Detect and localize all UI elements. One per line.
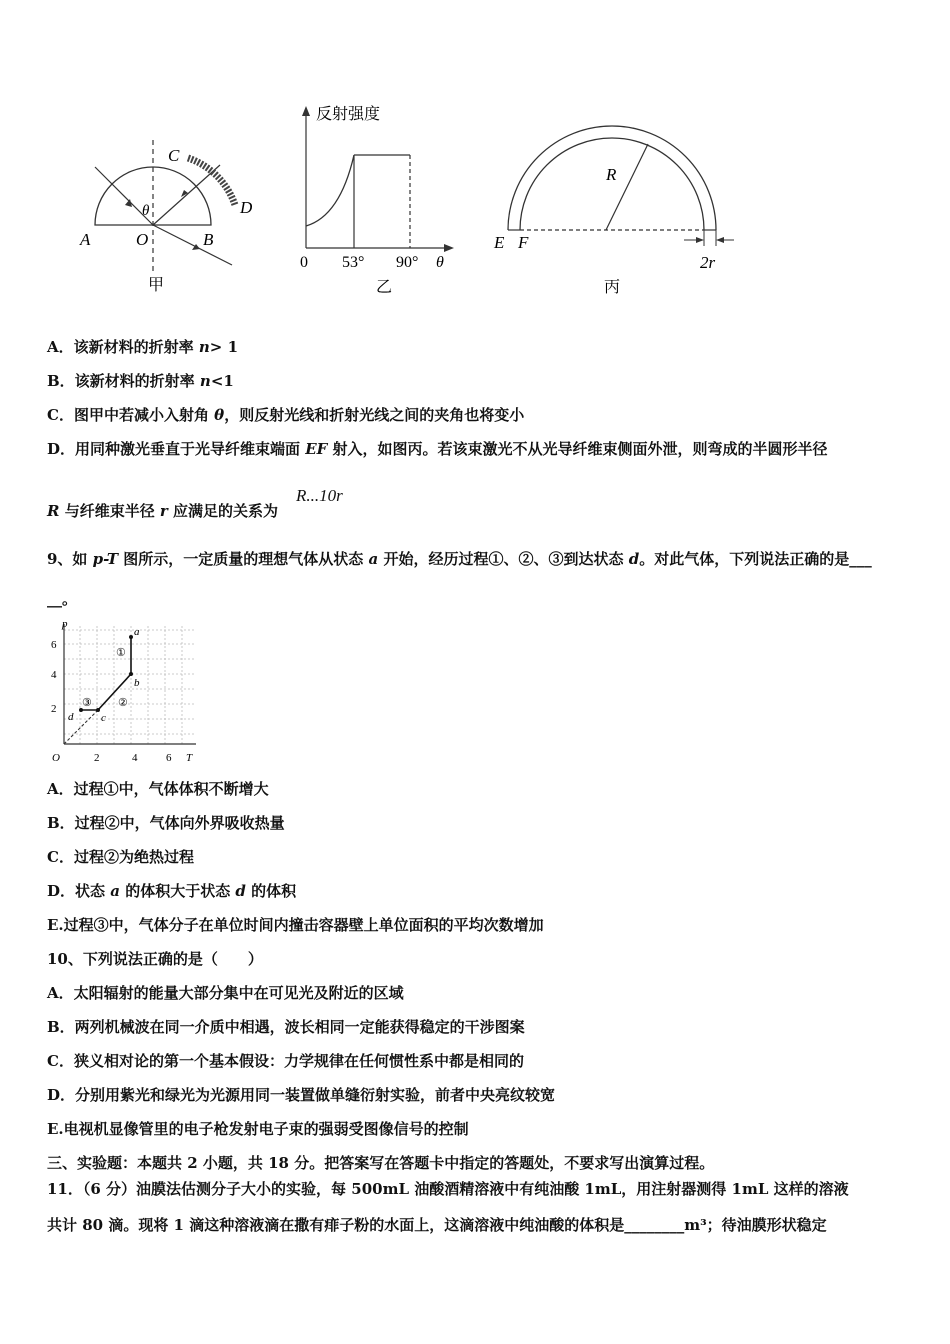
x-axis-label: θ xyxy=(436,254,444,271)
intensity-curve xyxy=(306,155,354,226)
q11-line-1: 11．（6 分）油膜法估测分子大小的实验，每 500mL 油酸酒精溶液中有纯油酸 1mL，用注射器测得 1mL 这样的溶液 xyxy=(47,1180,849,1198)
q11-line-2: 共计 80 滴。现将 1 滴这种溶液滴在撒有痱子粉的水面上，这滴溶液中纯油酸的体积是________m³；待油膜形状稳定 xyxy=(47,1216,827,1234)
caption-bing: 丙 xyxy=(604,277,621,296)
q8-option-c: C．图甲中若减小入射角 θ，则反射光线和折射光线之间的夹角也将变小 xyxy=(47,406,525,424)
figure-jia xyxy=(70,135,280,295)
pt-origin: O xyxy=(52,752,60,764)
pt-x-label: T xyxy=(186,752,193,764)
pt-ytick-4: 4 xyxy=(51,669,57,681)
label-2r: 2r xyxy=(700,253,716,272)
label-A: A xyxy=(80,230,91,249)
q10-option-a: A．太阳辐射的能量大部分集中在可见光及附近的区域 xyxy=(47,984,404,1002)
pt-xtick-4: 4 xyxy=(132,752,138,764)
pt-xtick-2: 2 xyxy=(94,752,100,764)
caption-yi: 乙 xyxy=(376,277,393,296)
radius-line xyxy=(606,144,648,230)
point-a: a xyxy=(134,626,140,638)
process-2-label: ② xyxy=(118,697,128,709)
q8-option-d-cont: R 与纤维束半径 r 应满足的关系为 xyxy=(47,502,279,520)
figure-pt-diagram xyxy=(46,618,206,766)
label-C: C xyxy=(168,146,180,165)
pt-xtick-6: 6 xyxy=(166,752,172,764)
q10-option-b: B．两列机械波在同一介质中相遇，波长相同一定能获得稳定的干涉图案 xyxy=(47,1018,525,1036)
q9-option-a: A．过程①中，气体体积不断增大 xyxy=(47,780,269,798)
figure-bing xyxy=(488,118,748,298)
q10-option-d: D．分别用紫光和绿光为光源用同一装置做单缝衍射实验，前者中央亮纹较宽 xyxy=(47,1086,556,1104)
caption-jia: 甲 xyxy=(148,275,165,294)
q10-option-c: C．狭义相对论的第一个基本假设：力学规律在任何惯性系中都是相同的 xyxy=(47,1052,524,1070)
label-E: E xyxy=(494,233,505,252)
q9-option-d: D．状态 a 的体积大于状态 d 的体积 xyxy=(47,882,297,900)
q8-option-a: A．该新材料的折射率 n> 1 xyxy=(47,338,239,356)
process-1-label: ① xyxy=(116,647,126,659)
point-d: d xyxy=(68,711,74,723)
point-c: c xyxy=(101,712,106,724)
q9-option-b: B．过程②中，气体向外界吸收热量 xyxy=(47,814,285,832)
process-3-label: ③ xyxy=(82,697,92,709)
y-axis-label: 反射强度 xyxy=(316,104,381,123)
q9-option-c: C．过程②为绝热过程 xyxy=(47,848,194,866)
tick-label-53: 53° xyxy=(342,254,365,271)
label-theta: θ xyxy=(142,203,150,219)
tick-label-90: 90° xyxy=(396,254,419,271)
q9-option-e: E.过程③中，气体分子在单位时间内撞击容器壁上单位面积的平均次数增加 xyxy=(47,916,544,934)
q10-stem: 10、下列说法正确的是（ ） xyxy=(47,950,263,968)
section-3-heading: 三、实验题：本题共 2 小题，共 18 分。把答案写在答题卡中指定的答题处，不要求写出演算过程。 xyxy=(47,1154,715,1172)
refracted-ray xyxy=(153,225,232,265)
label-D: D xyxy=(240,198,253,217)
q9-stem-cont: __。 xyxy=(47,590,78,608)
q8-option-b: B．该新材料的折射率 n<1 xyxy=(47,372,234,390)
point-b: b xyxy=(134,677,140,689)
q9-stem: 9、如 p-T 图所示，一定质量的理想气体从状态 a 开始，经历过程①、②、③到达状态 d。对此气体，下列说法正确的是___ xyxy=(47,550,872,568)
pt-ytick-6: 6 xyxy=(51,639,57,651)
q8-formula: R...10r xyxy=(296,486,343,505)
label-B: B xyxy=(203,230,214,249)
detector-arc xyxy=(188,158,235,205)
inner-arc xyxy=(520,138,704,230)
pt-ytick-2: 2 xyxy=(51,703,57,715)
figure-yi xyxy=(290,98,465,298)
pt-y-label: p xyxy=(62,618,68,630)
q8-option-d: D．用同种激光垂直于光导纤维束端面 EF 射入，如图丙。若该束激光不从光导纤维束侧面外泄，则弯成的半圆形半径 xyxy=(47,440,828,458)
q10-option-e: E.电视机显像管里的电子枪发射电子束的强弱受图像信号的控制 xyxy=(47,1120,469,1138)
origin-label: 0 xyxy=(300,254,308,271)
label-F: F xyxy=(518,233,529,252)
label-R: R xyxy=(606,165,617,184)
label-O: O xyxy=(136,230,149,249)
